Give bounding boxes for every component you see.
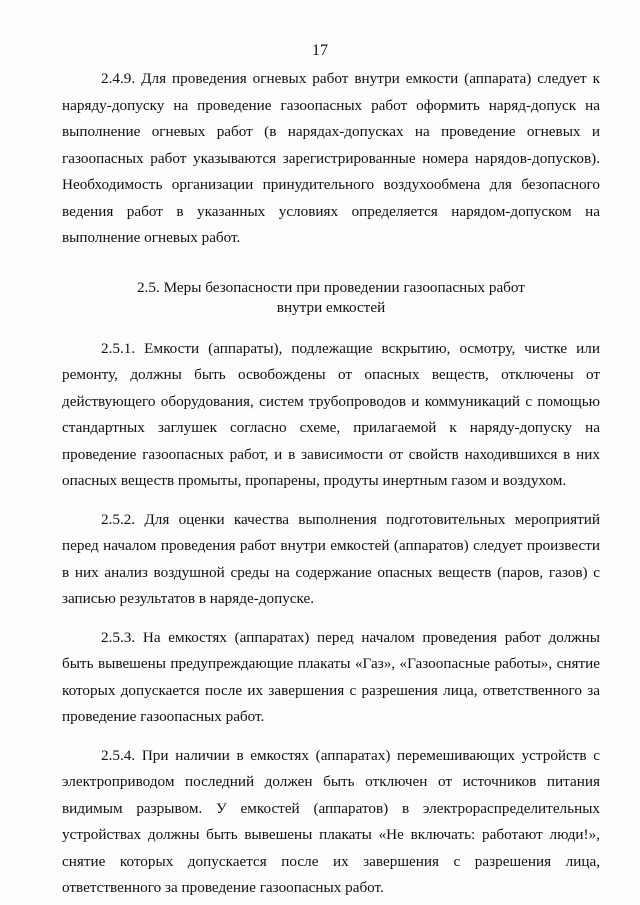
paragraph-2-4-9: 2.4.9. Для проведения огневых работ внутри емкости (аппарата) следует к наряду-допуску на проведение газоопасных работ оформить наряд-допуск на выполнение огневых работ (в нарядах-допусках на проведение огневых и газоопасных работ указываются зарегистрированные номера нарядов-допусков). Необходимость организации принудительного воздухообмена для безопасного ведения работ в указанных условиях определяется нарядом-допуском на выполнение огневых работ. <box>62 70 600 246</box>
paragraph-2-5-1: 2.5.1. Емкости (аппараты), подлежащие вскрытию, осмотру, чистке или ремонту, должны быть освобождены от опасных веществ, отключены от действующего оборудования, систем трубопроводов и коммуникаций с помощью стандартных заглушек согласно схеме, прилагаемой к наряду-допуску на проведение газоопасных работ, и в зависимости от свойств находившихся в них опасных веществ промыты, пропарены, продуты инертным газом и воздухом. <box>62 339 600 489</box>
paragraph-2-5-4: 2.5.4. При наличии в емкостях (аппаратах) перемешивающих устройств с электроприводом последний должен быть отключен от источников питания видимым разрывом. У емкостей (аппаратов) в электрораспределительных устройствах должны быть вывешены плакаты «Не включать: работают люди!», снятие которых допускается после их завершения с разрешения лица, ответственного за проведение газоопасных работ. <box>62 746 600 896</box>
section-heading-line-1: 2.5. Меры безопасности при проведении газоопасных работ <box>137 278 525 296</box>
section-heading <box>62 278 600 318</box>
document-body <box>62 66 600 902</box>
page-number: 17 <box>312 42 328 59</box>
paragraph-2-5-3: 2.5.3. На емкостях (аппаратах) перед началом проведения работ должны быть вывешены предупреждающие плакаты «Газ», «Газоопасные работы», снятие которых допускается после их завершения с разрешения лица, ответственного за проведение газоопасных работ. <box>62 628 600 725</box>
paragraph-2-5-2: 2.5.2. Для оценки качества выполнения подготовительных мероприятий перед началом проведения работ внутри емкостей (аппаратов) следует произвести в них анализ воздушной среды на содержание опасных веществ (паров, газов) с записью результатов в наряде-допуске. <box>62 510 600 607</box>
section-heading-line-2: внутри емкостей <box>276 298 386 316</box>
